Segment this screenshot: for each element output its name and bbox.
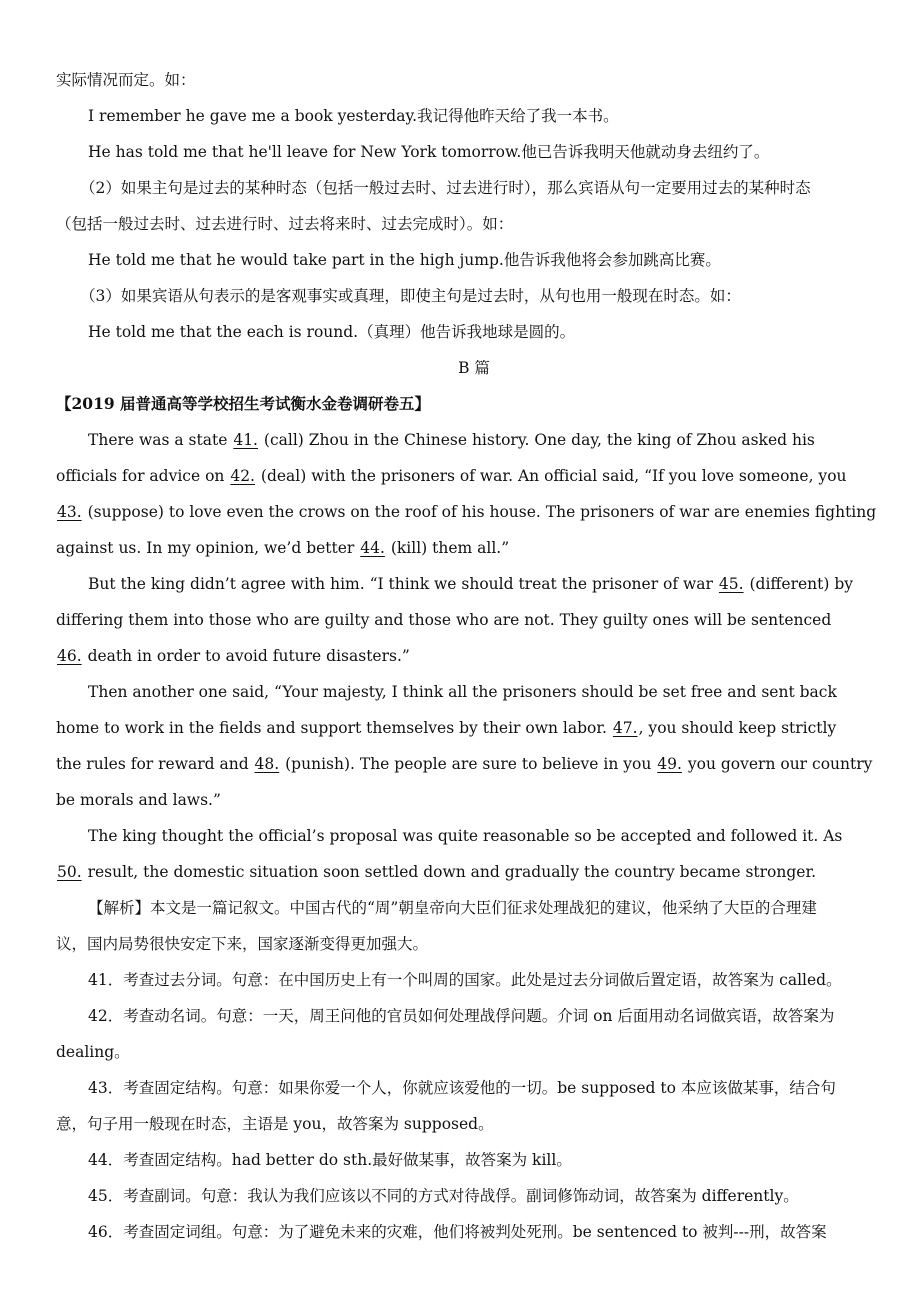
rule-paragraph: （2）如果主句是过去的某种时态（包括一般过去时、过去进行时），那么宾语从句一定要用过去的某种时态 [80,179,811,197]
section-title: B 篇 [458,359,490,377]
blank-50[interactable]: 50. [57,863,82,881]
blank-41[interactable]: 41. [233,431,258,449]
source-heading: 【2019 届普通高等学校招生考试衡水金卷调研卷五】 [56,394,431,413]
blank-45[interactable]: 45. [718,575,744,593]
blank-47[interactable]: 47. [612,719,638,737]
blank-49[interactable]: 49. [657,755,682,773]
answer-42-continued: dealing。 [56,1043,130,1061]
passage-line: There was a state 41. (call) Zhou in the Chinese history. One day, the king of Zhou asked his [88,431,815,449]
passage-line: the rules for reward and 48. (punish). The people are sure to believe in you 49. you govern our country [56,755,873,773]
passage-line: Then another one said, “Your majesty, I think all the prisoners should be set free and sent back [88,683,837,701]
blank-44[interactable]: 44. [360,539,385,557]
passage-line: be morals and laws.” [56,791,221,809]
rule-paragraph: （3）如果宾语从句表示的是客观事实或真理，即使主句是过去时，从句也用一般现在时态。如： [80,287,741,305]
blank-42[interactable]: 42. [230,467,255,485]
answer-45: 45．考查副词。句意：我认为我们应该以不同的方式对待战俘。副词修饰动词，故答案为 differently。 [88,1187,799,1205]
answer-44: 44．考查固定结构。had better do sth.最好做某事，故答案为 kill。 [88,1151,572,1169]
passage-line: differing them into those who are guilty and those who are not. They guilty ones will be sentenced [56,611,832,629]
answer-42: 42．考查动名词。句意：一天，周王问他的官员如何处理战俘问题。介词 on 后面用动名词做宾语，故答案为 [88,1007,835,1025]
passage-line: The king thought the official’s proposal was quite reasonable so be accepted and followed it. As [88,827,843,845]
blank-43[interactable]: 43. [57,503,82,521]
answer-41: 41．考查过去分词。句意：在中国历史上有一个叫周的国家。此处是过去分词做后置定语，故答案为 called。 [88,971,842,989]
example-sentence: He told me that the each is round.（真理）他告诉我地球是圆的。 [88,323,576,341]
text-line: 实际情况而定。如： [56,71,196,89]
example-sentence: He has told me that he'll leave for New York tomorrow.他已告诉我明天他就动身去纽约了。 [88,143,770,161]
blank-46[interactable]: 46. [57,647,82,665]
answer-43-continued: 意，句子用一般现在时态，主语是 you，故答案为 supposed。 [56,1115,494,1133]
passage-line: officials for advice on 42. (deal) with the prisoners of war. An official said, “If you love someone, you [56,467,847,485]
example-sentence: I remember he gave me a book yesterday.我记得他昨天给了我一本书。 [88,107,619,125]
rule-paragraph-continued: （包括一般过去时、过去进行时、过去将来时、过去完成时）。如： [56,215,514,233]
passage-line: 50. result, the domestic situation soon settled down and gradually the country became stronger. [57,863,817,881]
answer-46: 46．考查固定词组。句意：为了避免未来的灾难，他们将被判处死刑。be sentenced to 被判---刑，故答案 [88,1223,827,1241]
passage-line: 43. (suppose) to love even the crows on the roof of his house. The prisoners of war are enemies fighting [57,503,877,521]
passage-line: 46. death in order to avoid future disasters.” [57,647,410,665]
analysis-line: 议，国内局势很快安定下来，国家逐渐变得更加强大。 [56,935,429,953]
blank-48[interactable]: 48. [254,755,280,773]
example-sentence: He told me that he would take part in the high jump.他告诉我他将会参加跳高比赛。 [88,251,721,269]
passage-line: But the king didn’t agree with him. “I think we should treat the prisoner of war 45. (different) by [88,575,854,593]
analysis-intro: 【解析】本文是一篇记叙文。中国古代的“周”朝皇帝向大臣们征求处理战犯的建议，他采纳了大臣的合理建 [88,899,817,917]
passage-line: home to work in the fields and support themselves by their own labor. 47., you should keep strictly [56,719,837,737]
passage-line: against us. In my opinion, we’d better 44. (kill) them all.” [56,539,510,557]
answer-43: 43．考查固定结构。句意：如果你爱一个人，你就应该爱他的一切。be supposed to 本应该做某事，结合句 [88,1079,836,1097]
